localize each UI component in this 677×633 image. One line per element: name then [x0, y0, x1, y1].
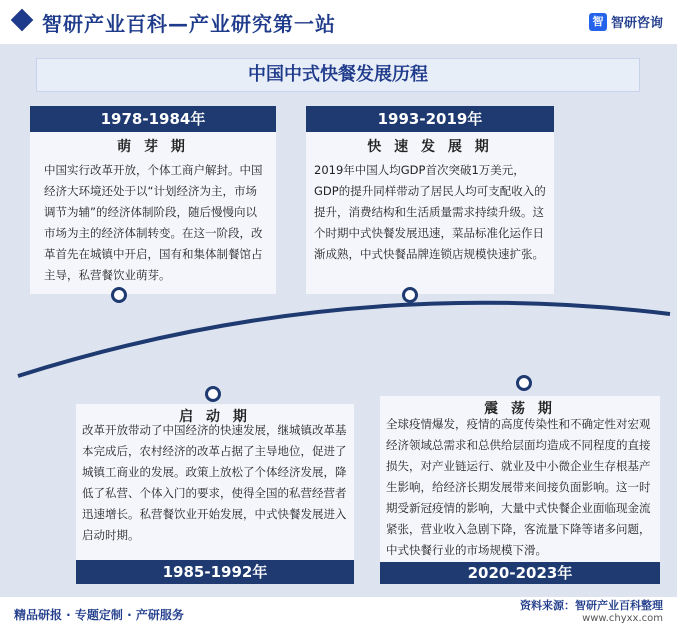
- stage-text: 全球疫情爆发，疫情的高度传染性和不确定性对宏观经济领域总需求和总供给层面均造成不同程度的直接损失，对产业链运行、就业及中小微企业生存根基产生影响，给经济长期发展带来间接负面影响。这一时期受新冠疫情的影响，大量中式快餐企业面临现金流紧张，营业收入急剧下降，客流量下降等诸多问题，中式快餐行业的市场规模下滑。: [386, 417, 651, 557]
- timeline-pin-2020: [516, 375, 532, 391]
- stage-period: 1985-1992年: [76, 560, 354, 584]
- stage-period: 1993-2019年: [306, 106, 554, 132]
- footer-url[interactable]: www.chyxx.com: [582, 613, 663, 624]
- stage-phase: 启 动 期: [179, 409, 251, 425]
- stage-period: 1978-1984年: [30, 106, 276, 132]
- footer-source: 资料来源：智研产业百科整理: [520, 599, 663, 612]
- footer-source-block: [520, 597, 663, 624]
- stage-card-1978: [30, 106, 276, 294]
- stage-card-1993: [306, 106, 554, 294]
- content-area: [0, 44, 677, 597]
- brand[interactable]: [589, 12, 663, 31]
- site-title: 智研产业百科—产业研究第一站: [42, 12, 336, 36]
- stage-period: 2020-2023年: [380, 562, 660, 584]
- stage-text: 改革开放带动了中国经济的快速发展，继城镇改革基本完成后，农村经济的改革占据了主导地位，促进了城镇工商业的发展。政策上放松了个体经济发展，降低了私营、个体入门的要求，使得全国的私营经营者迅速增长。私营餐饮业开始发展，中式快餐发展进入启动时期。: [82, 423, 347, 542]
- stage-card-2020: [380, 396, 660, 584]
- stage-phase: 快 速 发 展 期: [367, 139, 493, 155]
- timeline-curve: [0, 284, 677, 384]
- timeline-pin-1985: [205, 386, 221, 402]
- stage-card-1985: [76, 404, 354, 584]
- top-bar: [0, 0, 677, 44]
- brand-name: 智研咨询: [610, 16, 663, 31]
- timeline-pin-1993: [402, 287, 418, 303]
- diamond-icon: [11, 9, 34, 32]
- stage-text: 中国实行改革开放，个体工商户解封。中国经济大环境还处于以“计划经济为主，市场调节为辅”的经济体制阶段，随后慢慢向以市场为主的经济体制转变。在这一阶段，改革首先在城镇中开启，国有和集体制餐馆占主导，私营餐饮业萌芽。: [44, 163, 263, 282]
- stage-phase: 震 荡 期: [484, 401, 556, 417]
- footer-services: 精品研报 · 专题定制 · 产研服务: [14, 608, 184, 622]
- footer: [0, 597, 677, 633]
- page-title: 中国中式快餐发展历程: [248, 64, 428, 85]
- timeline-pin-1978: [111, 287, 127, 303]
- brand-logo-icon: 智: [589, 13, 607, 31]
- stage-text: 2019年中国人均GDP首次突破1万美元，GDP的提升同样带动了居民人均可支配收入的提升，消费结构和生活质量需求持续升级。这个时期中式快餐发展迅速，菜品标准化运作日渐成熟，中式快餐品牌连锁店规模快速扩张。: [314, 163, 546, 261]
- title-box: [36, 58, 640, 92]
- stage-phase: 萌 芽 期: [117, 139, 189, 155]
